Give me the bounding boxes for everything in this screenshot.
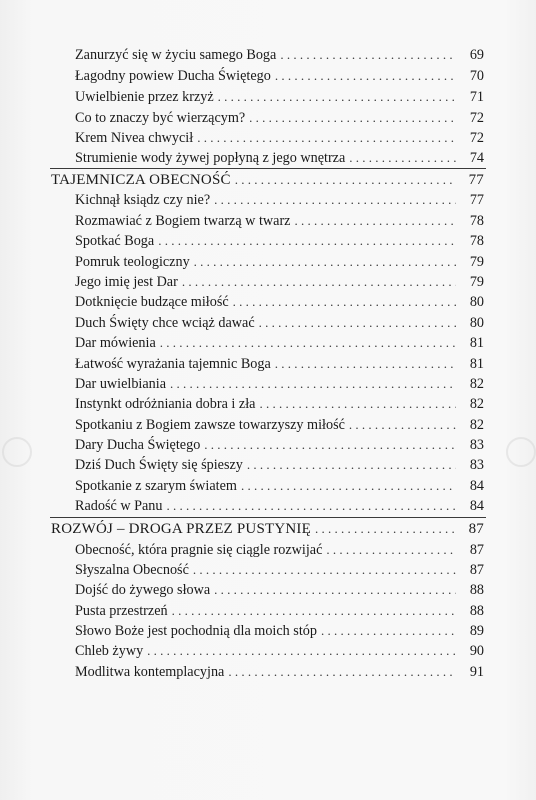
- toc-section-heading: [51, 170, 484, 190]
- toc-entry: [75, 45, 484, 65]
- toc-entry-page: 82: [469, 396, 484, 412]
- toc-entry-title: Spotkaniu z Bogiem zawsze towarzyszy miłość: [75, 417, 345, 433]
- toc-entry-title: Kichnął ksiądz czy nie?: [75, 192, 211, 208]
- toc-entry-title: Zanurzyć się w życiu samego Boga: [75, 47, 277, 63]
- toc-entry-page: 83: [469, 437, 484, 453]
- toc-entry: [75, 476, 484, 496]
- toc-entry-title: Spotkać Boga: [75, 233, 155, 249]
- section-divider: [50, 168, 486, 169]
- leader-dots: [321, 621, 456, 641]
- toc-entry: [75, 231, 484, 251]
- toc-entry: [75, 455, 484, 475]
- leader-dots: [280, 45, 456, 65]
- toc-entry: [75, 621, 484, 641]
- toc-entry-page: 80: [469, 294, 484, 310]
- toc-entry: [75, 662, 484, 682]
- toc-entry-page: 88: [469, 582, 484, 598]
- leader-dots: [294, 211, 456, 231]
- toc-entry-page: 82: [469, 376, 484, 392]
- leader-dots: [349, 415, 456, 435]
- toc-entry: [75, 641, 484, 661]
- leader-dots: [326, 540, 456, 560]
- toc-entry: [75, 394, 484, 414]
- toc-entry-page: 89: [469, 623, 484, 639]
- toc-entry-page: 79: [469, 254, 484, 270]
- toc-entry-title: Strumienie wody żywej popłyną z jego wnętrza: [75, 150, 346, 166]
- toc-entry: [75, 66, 484, 86]
- toc-entry: [75, 313, 484, 333]
- toc-entry: [75, 415, 484, 435]
- toc-entry-title: Dotknięcie budzące miłość: [75, 294, 229, 310]
- toc-entry-title: Chleb żywy: [75, 643, 144, 659]
- toc-entry-title: Słyszalna Obecność: [75, 562, 189, 578]
- toc-entry-title: Radość w Panu: [75, 498, 163, 514]
- leader-dots: [241, 476, 456, 496]
- toc-entry: [75, 435, 484, 455]
- watermark-logo-icon: [506, 437, 536, 467]
- leader-dots: [249, 108, 456, 128]
- leader-dots: [349, 148, 456, 168]
- toc-entry: [75, 496, 484, 516]
- leader-dots: [259, 394, 456, 414]
- toc-entry-title: Dar uwielbiania: [75, 376, 166, 392]
- leader-dots: [172, 601, 456, 621]
- toc-entry: [75, 211, 484, 231]
- toc-entry-page: 88: [469, 603, 484, 619]
- toc-entry-page: 90: [469, 643, 484, 659]
- toc-entry-page: 83: [469, 457, 484, 473]
- toc-entry-title: Dziś Duch Święty się śpieszy: [75, 457, 243, 473]
- toc-entry-page: 77: [469, 192, 484, 208]
- toc-entry-page: 84: [469, 498, 484, 514]
- toc-entry-page: 72: [469, 110, 484, 126]
- toc-entry: [75, 333, 484, 353]
- toc-entry-title: Spotkanie z szarym światem: [75, 478, 237, 494]
- toc-entry-page: 87: [469, 542, 484, 558]
- leader-dots: [235, 170, 456, 190]
- toc-entry-title: Pomruk teologiczny: [75, 254, 190, 270]
- leader-dots: [214, 580, 456, 600]
- leader-dots: [315, 519, 456, 539]
- toc-entry: [75, 190, 484, 210]
- toc-entry-page: 70: [469, 68, 484, 84]
- leader-dots: [193, 560, 456, 580]
- leader-dots: [182, 272, 456, 292]
- toc-entry-page: 78: [469, 213, 484, 229]
- section-divider: [50, 517, 486, 518]
- toc-entry-page: 74: [469, 150, 484, 166]
- toc-section-heading: [51, 519, 484, 539]
- toc-entry-page: 80: [469, 315, 484, 331]
- leader-dots: [275, 354, 456, 374]
- toc-section-page: 87: [468, 521, 484, 537]
- toc-entry-page: 78: [469, 233, 484, 249]
- leader-dots: [170, 374, 456, 394]
- toc-entry-title: Duch Święty chce wciąż dawać: [75, 315, 255, 331]
- toc-entry-title: Rozmawiać z Bogiem twarzą w twarz: [75, 213, 291, 229]
- leader-dots: [233, 292, 456, 312]
- leader-dots: [214, 190, 456, 210]
- leader-dots: [275, 66, 456, 86]
- toc-entry-title: Uwielbienie przez krzyż: [75, 89, 214, 105]
- leader-dots: [218, 87, 456, 107]
- leader-dots: [204, 435, 456, 455]
- toc-entry: [75, 148, 484, 168]
- leader-dots: [228, 662, 456, 682]
- toc-entry-title: Dary Ducha Świętego: [75, 437, 201, 453]
- toc-entry-title: Instynkt odróżniania dobra i zła: [75, 396, 256, 412]
- toc-entry-title: Łatwość wyrażania tajemnic Boga: [75, 356, 271, 372]
- toc-entry-title: Modlitwa kontemplacyjna: [75, 664, 225, 680]
- toc-section-title: ROZWÓJ – DROGA PRZEZ PUSTYNIĘ: [51, 521, 311, 537]
- toc-entry: [75, 580, 484, 600]
- toc-entry: [75, 128, 484, 148]
- leader-dots: [247, 455, 456, 475]
- toc-entry-page: 72: [469, 130, 484, 146]
- toc-entry-page: 84: [469, 478, 484, 494]
- watermark-logo-icon: [2, 437, 32, 467]
- toc-entry-title: Dar mówienia: [75, 335, 156, 351]
- toc-entry-title: Co to znaczy być wierzącym?: [75, 110, 246, 126]
- toc-entry: [75, 601, 484, 621]
- toc-entry: [75, 252, 484, 272]
- leader-dots: [158, 231, 456, 251]
- toc-entry: [75, 354, 484, 374]
- toc-entry-page: 87: [469, 562, 484, 578]
- toc-entry-page: 79: [469, 274, 484, 290]
- toc-entry: [75, 540, 484, 560]
- toc-entry-page: 81: [469, 335, 484, 351]
- toc-entry-page: 82: [469, 417, 484, 433]
- toc-entry: [75, 108, 484, 128]
- toc-entry-title: Słowo Boże jest pochodnią dla moich stóp: [75, 623, 317, 639]
- leader-dots: [166, 496, 456, 516]
- leader-dots: [194, 252, 456, 272]
- toc-entry: [75, 560, 484, 580]
- toc-entry-title: Obecność, która pragnie się ciągle rozwijać: [75, 542, 323, 558]
- toc-entry-page: 91: [469, 664, 484, 680]
- toc-entry-title: Dojść do żywego słowa: [75, 582, 211, 598]
- leader-dots: [160, 333, 456, 353]
- toc-entry-page: 81: [469, 356, 484, 372]
- toc-entry-title: Łagodny powiew Ducha Świętego: [75, 68, 271, 84]
- toc-entry-page: 69: [469, 47, 484, 63]
- toc-entry-title: Krem Nivea chwycił: [75, 130, 194, 146]
- toc-entry: [75, 272, 484, 292]
- toc-entry: [75, 87, 484, 107]
- toc-entry: [75, 374, 484, 394]
- toc-entry-title: Pusta przestrzeń: [75, 603, 168, 619]
- leader-dots: [197, 128, 456, 148]
- toc-entry: [75, 292, 484, 312]
- leader-dots: [147, 641, 456, 661]
- toc-entry-title: Jego imię jest Dar: [75, 274, 178, 290]
- toc-entry-page: 71: [469, 89, 484, 105]
- toc-section-title: TAJEMNICZA OBECNOŚĆ: [51, 172, 231, 188]
- toc-section-page: 77: [468, 172, 484, 188]
- leader-dots: [259, 313, 456, 333]
